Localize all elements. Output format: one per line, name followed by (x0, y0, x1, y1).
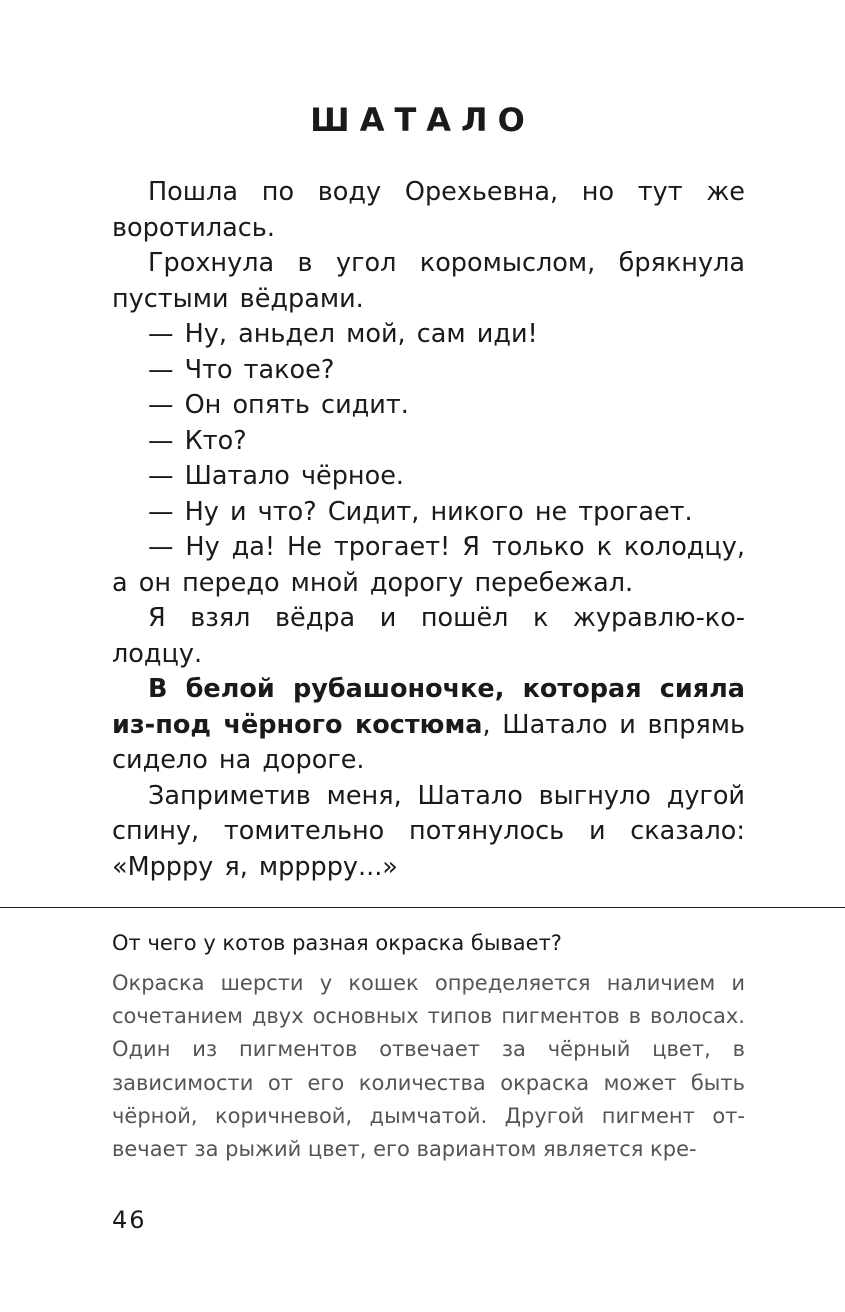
dialogue-line: — Он опять сидит. (148, 390, 409, 420)
dialogue-line: — Ну, аньдел мой, сам иди! (148, 319, 538, 349)
paragraph: Пошла по воду Орехьевна, но тут же воротилась. (112, 177, 745, 243)
chapter-title: ШАТАЛО (310, 101, 535, 139)
paragraph: Грохнула в угол коромыслом, брякнула пустыми вёдрами. (112, 248, 745, 314)
paragraph: Я взял вёдра и пошёл к журавлю-колодцу. (112, 603, 745, 669)
dialogue-line: — Кто? (148, 425, 247, 456)
info-box-heading: От чего у котов разная окраска бывает? (112, 931, 562, 955)
page-number: 46 (112, 1206, 147, 1234)
paragraph-rest: , Шатало и впрямь сидело на дороге. (112, 709, 746, 775)
dialogue-line: — Ну да! Не трогает! Я только к колодцу, а он передо мной дорогу перебежал. (112, 532, 745, 598)
paragraph (112, 672, 745, 779)
dialogue-line: — Ну и что? Сидит, никого не трогает. (148, 496, 693, 527)
paragraph: Заприметив меня, Шатало выгнуло дугой спину, томительно потянулось и сказало: «Мррру я, мрррру...» (112, 780, 745, 882)
dialogue-line: — Шатало чёрное. (148, 461, 404, 491)
story-text (112, 175, 745, 885)
info-box-text: Окраска шерсти у кошек определяется наличием и сочетанием двух основных типов пигментов в волосах. Один из пигментов отвечает за чёрный цвет, в зависимости от его количества окраска может быть чёрной, коричневой, дымчатой. Другой пигмент отвечает за рыжий цвет, его вариантом является кре- (112, 971, 745, 1162)
section-divider (0, 907, 845, 908)
dialogue-line: — Что такое? (148, 354, 335, 385)
bold-phrase: В белой рубашоночке, которая сияла из-под чёрного костюма (112, 674, 745, 740)
